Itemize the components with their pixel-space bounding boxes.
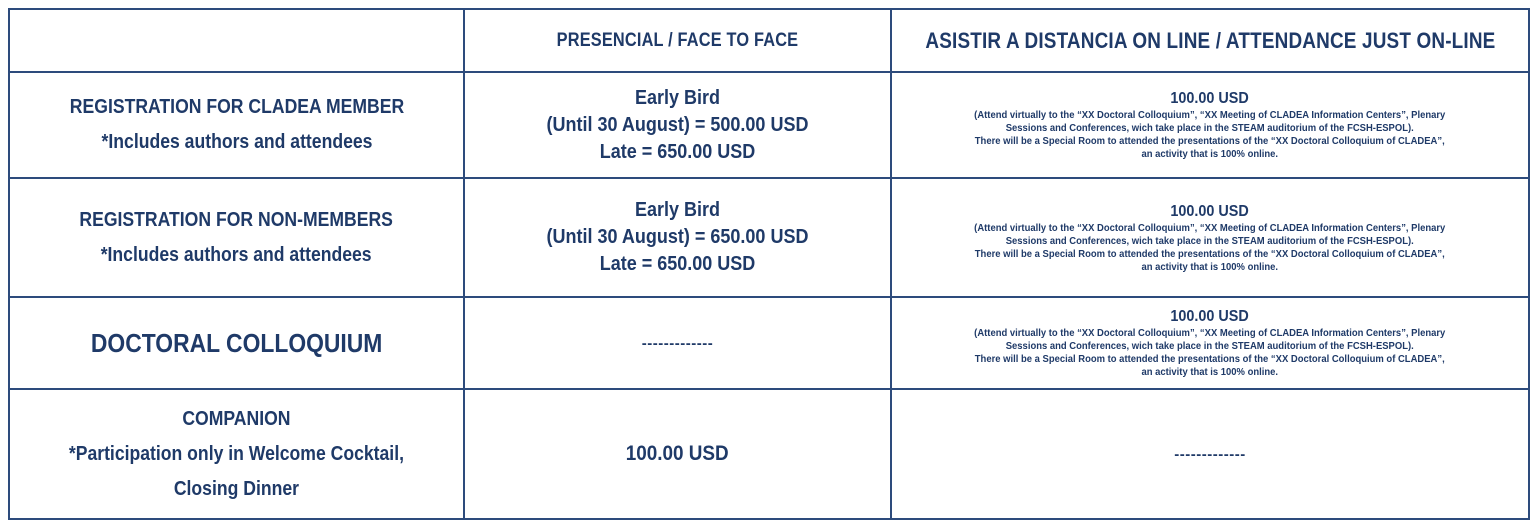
row-member-late: Late = 650.00 USD — [599, 140, 756, 163]
row-member-note: *Includes authors and attendees — [101, 131, 372, 153]
row-member-label — [69, 90, 403, 160]
row-member-until: (Until 30 August) = 500.00 USD — [546, 113, 809, 136]
row-member-online-line: There will be a Special Room to attended the presentations of the “XX Doctoral Colloquium of CLADEA”, — [975, 135, 1445, 147]
row-companion-note: *Participation only in Welcome Cocktail, — [68, 442, 405, 465]
row-companion-label-cell — [10, 390, 465, 518]
header-face-to-face — [465, 10, 892, 73]
row-member-face-to-face — [465, 73, 892, 179]
row-member-online-line: (Attend virtually to the “XX Doctoral Colloquium”, “XX Meeting of CLADEA Information Centers”, Plenary — [974, 109, 1446, 121]
row-companion-face-price: 100.00 USD — [626, 442, 729, 465]
row-doctoral-label-cell — [10, 298, 465, 390]
row-nonmember-online-desc — [974, 222, 1445, 274]
row-nonmember-online-line: (Attend virtually to the “XX Doctoral Colloquium”, “XX Meeting of CLADEA Information Centers”, Plenary — [974, 221, 1446, 234]
row-doctoral-online-price: 100.00 USD — [1170, 308, 1250, 325]
row-nonmember-online-line: an activity that is 100% online. — [1141, 260, 1279, 273]
row-nonmember-face-to-face — [465, 179, 892, 298]
row-nonmember-until: (Until 30 August) = 650.00 USD — [546, 226, 809, 248]
row-member-online-line: an activity that is 100% online. — [1141, 148, 1279, 160]
row-member-early-bird: Early Bird — [634, 86, 721, 109]
row-nonmember-online-line: There will be a Special Room to attended the presentations of the “XX Doctoral Colloquium of CLADEA”, — [975, 247, 1445, 260]
row-companion-note-2: Closing Dinner — [173, 477, 300, 500]
row-nonmember-title: REGISTRATION FOR NON-MEMBERS — [79, 208, 394, 231]
row-nonmember-online-price: 100.00 USD — [1170, 202, 1250, 220]
row-doctoral-face-dashes: ------------- — [641, 334, 714, 352]
row-doctoral-title: DOCTORAL COLLOQUIUM — [90, 327, 383, 358]
row-member-online-price: 100.00 USD — [1170, 90, 1250, 107]
row-nonmember-online — [892, 179, 1528, 298]
row-doctoral-online-line: (Attend virtually to the “XX Doctoral Colloquium”, “XX Meeting of CLADEA Information Centers”, Plenary — [974, 327, 1446, 339]
registration-fees-table — [8, 8, 1530, 520]
row-nonmember-label — [80, 203, 394, 273]
row-companion-title: COMPANION — [182, 407, 291, 430]
row-nonmember-label-cell — [10, 179, 465, 298]
row-doctoral-online — [892, 298, 1528, 390]
header-empty-cell — [10, 10, 465, 73]
row-nonmember-face-price — [547, 197, 809, 278]
row-companion-label — [69, 402, 404, 507]
row-companion-face-to-face — [465, 390, 892, 518]
row-companion-online-dashes: ------------- — [1174, 445, 1246, 463]
row-member-face-price — [547, 85, 809, 166]
row-member-online-desc — [974, 109, 1445, 161]
header-face-to-face-label: PRESENCIAL / FACE TO FACE — [556, 29, 799, 51]
row-doctoral-online-desc — [974, 327, 1445, 379]
row-doctoral-face-to-face — [465, 298, 892, 390]
row-doctoral-online-line: an activity that is 100% online. — [1141, 366, 1279, 378]
row-doctoral-online-line: There will be a Special Room to attended the presentations of the “XX Doctoral Colloquium of CLADEA”, — [975, 353, 1445, 365]
row-companion-online — [892, 390, 1528, 518]
row-member-title: REGISTRATION FOR CLADEA MEMBER — [69, 96, 404, 118]
row-nonmember-late: Late = 650.00 USD — [599, 253, 756, 275]
row-member-online — [892, 73, 1528, 179]
row-doctoral-online-line: Sessions and Conferences, wich take place in the STEAM auditorium of the FCSH-ESPOL). — [1005, 340, 1415, 352]
header-online — [892, 10, 1528, 73]
row-nonmember-note: *Includes authors and attendees — [101, 243, 372, 266]
row-nonmember-early-bird: Early Bird — [634, 199, 721, 221]
row-nonmember-online-line: Sessions and Conferences, wich take place in the STEAM auditorium of the FCSH-ESPOL). — [1005, 234, 1415, 247]
row-member-online-line: Sessions and Conferences, wich take place in the STEAM auditorium of the FCSH-ESPOL). — [1005, 122, 1415, 134]
header-online-label: ASISTIR A DISTANCIA ON LINE / ATTENDANCE JUST ON-LINE — [924, 27, 1496, 53]
row-member-label-cell — [10, 73, 465, 179]
